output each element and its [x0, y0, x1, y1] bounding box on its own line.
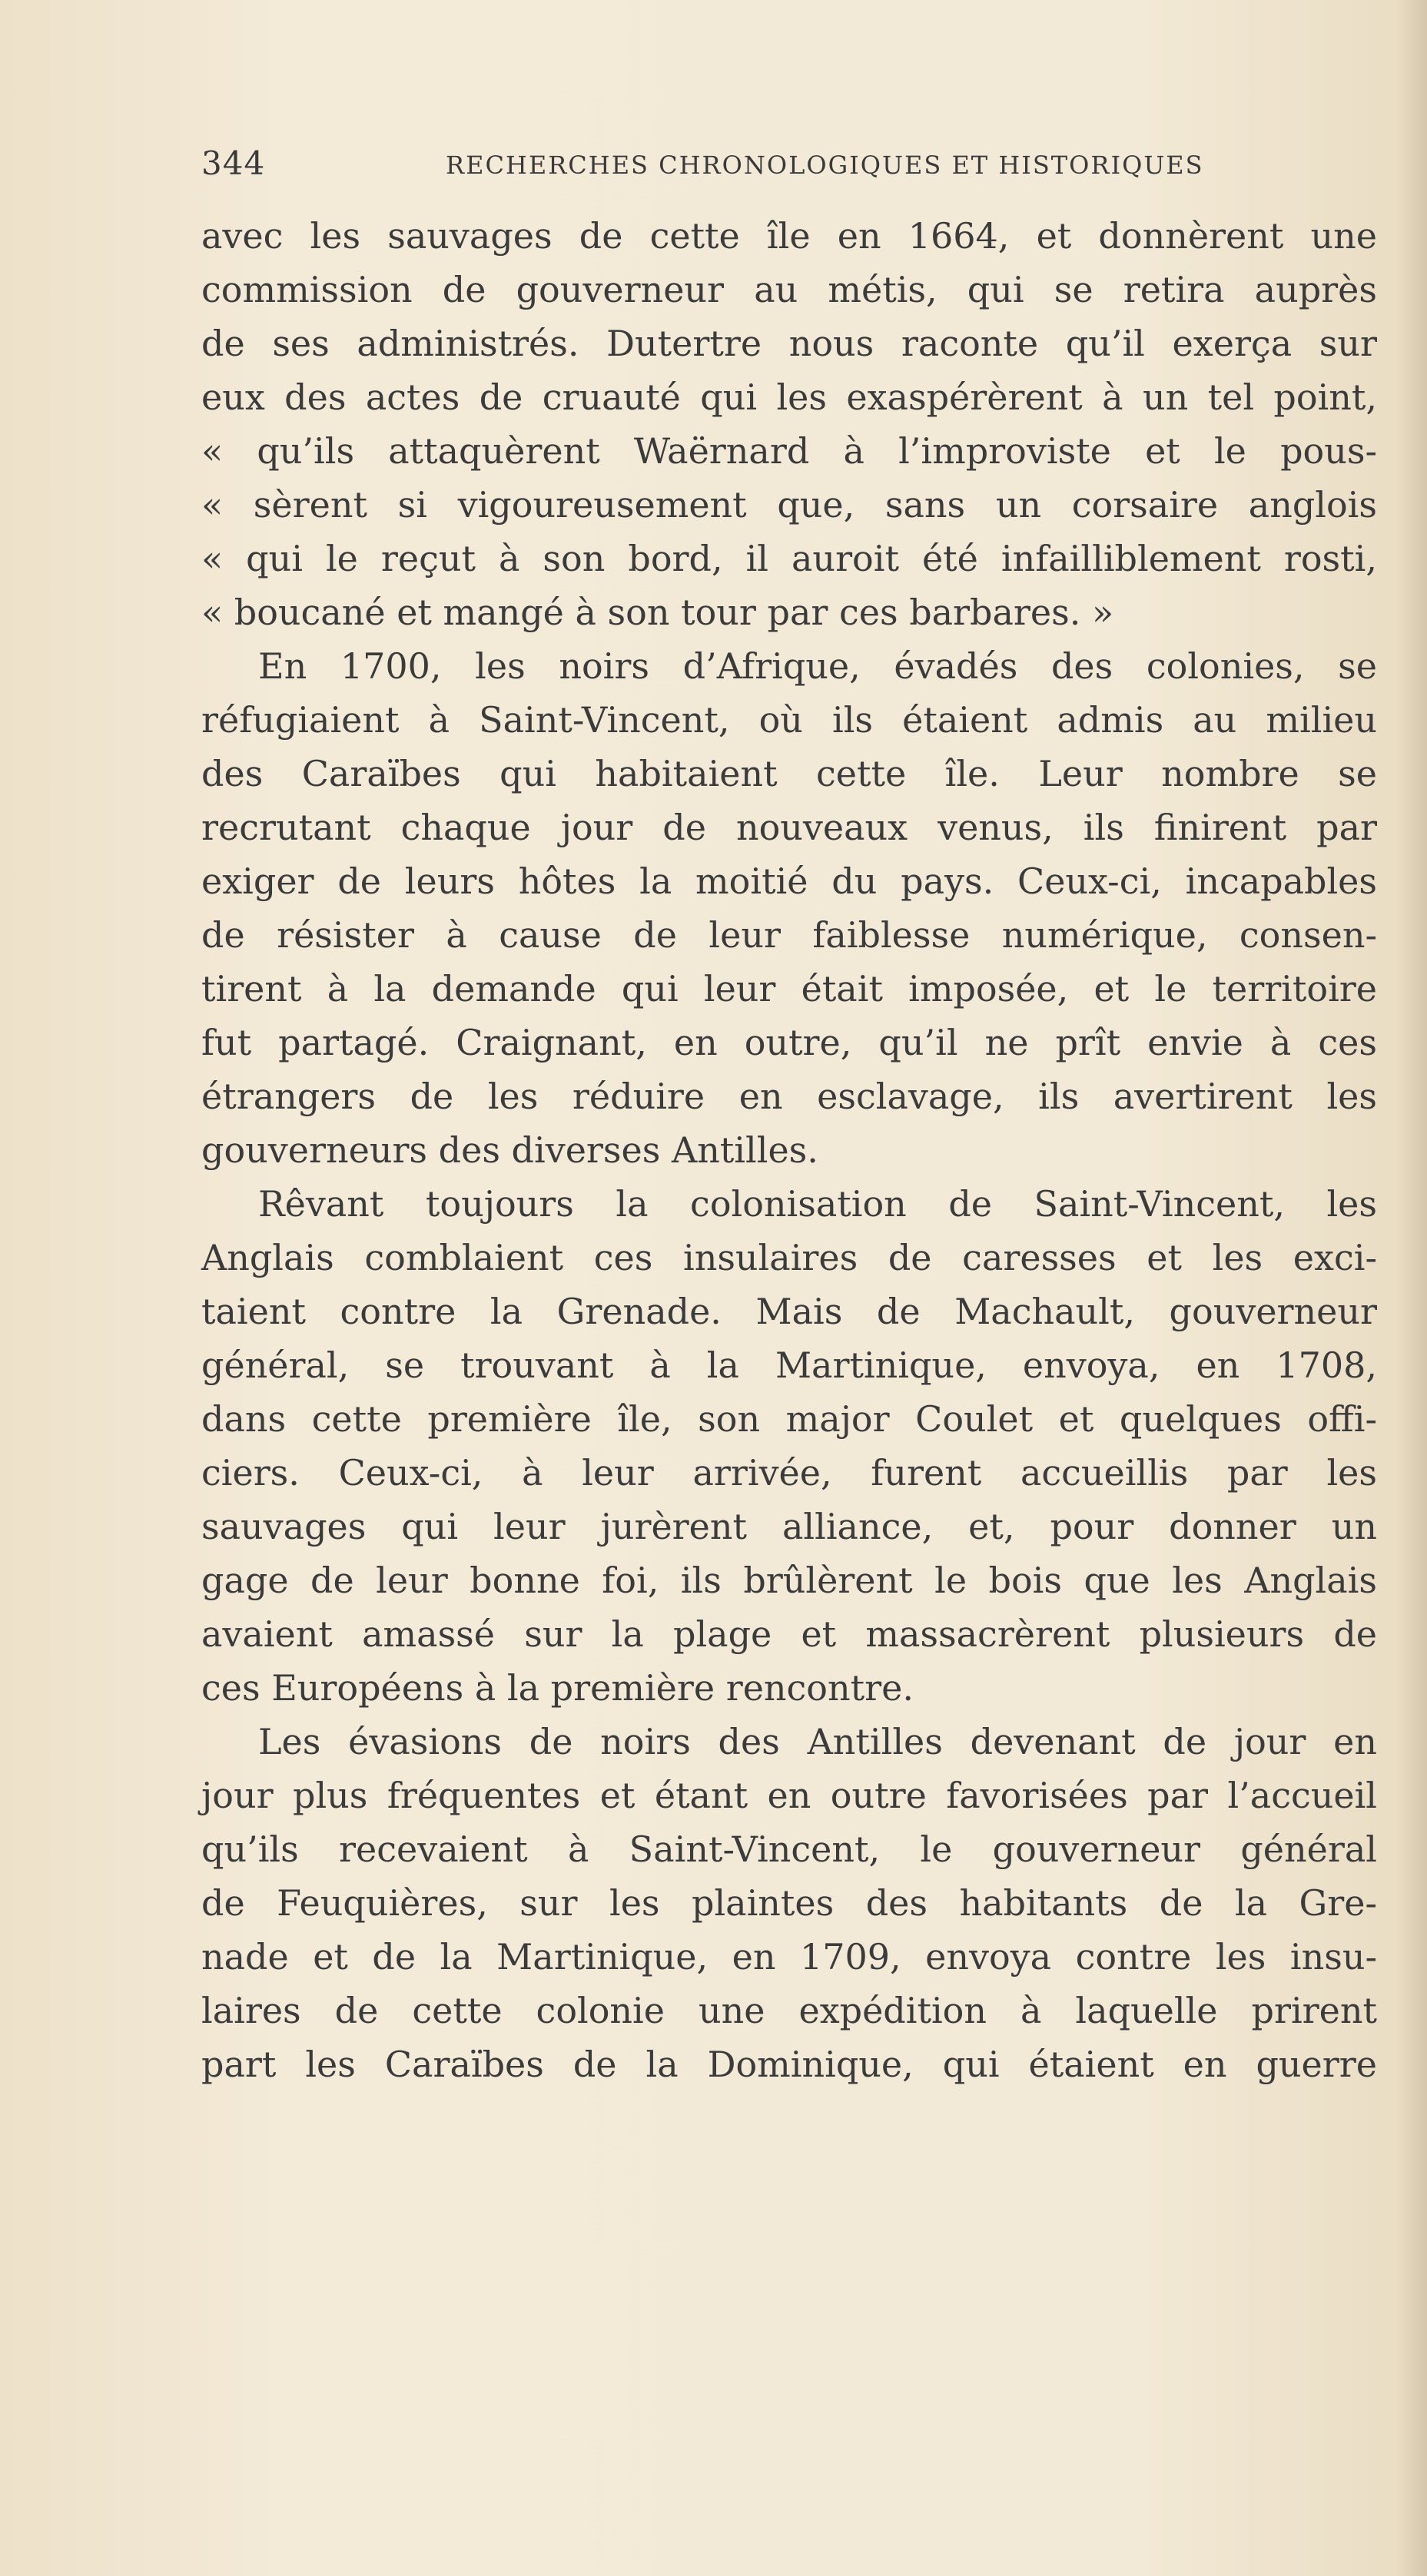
paragraph-start-line: En 1700, les noirs d’Afrique, évadés des colonies, se: [258, 645, 1377, 687]
text-line: laires de cette colonie une expédition à laquelle prirent: [201, 1990, 1377, 2031]
text-line: étrangers de les réduire en esclavage, ils avertirent les: [201, 1076, 1377, 1117]
page-header: [201, 144, 1385, 183]
text-line: exiger de leurs hôtes la moitié du pays. Ceux-ci, incapables: [201, 860, 1377, 902]
text-line: ces Européens à la première rencontre.: [201, 1667, 914, 1709]
quote-line: « qu’ils attaquèrent Waërnard à l’improviste et le pous-: [201, 430, 1377, 472]
text-line: de Feuquières, sur les plaintes des habitants de la Gre-: [201, 1882, 1377, 1924]
text-line: de résister à cause de leur faiblesse numérique, consen-: [201, 914, 1377, 956]
text-line: des Caraïbes qui habitaient cette île. Leur nombre se: [201, 753, 1377, 794]
text-line: avaient amassé sur la plage et massacrèrent plusieurs de: [201, 1613, 1377, 1655]
quote-line: « qui le reçut à son bord, il auroit été infailliblement rosti,: [201, 538, 1377, 579]
text-line: réfugiaient à Saint-Vincent, où ils étaient admis au milieu: [201, 699, 1377, 741]
text-line: ciers. Ceux-ci, à leur arrivée, furent accueillis par les: [201, 1452, 1377, 1494]
text-line: de ses administrés. Dutertre nous raconte qu’il exerça sur: [201, 323, 1377, 364]
page-edge-shadow: [1396, 0, 1427, 2576]
quote-line: « sèrent si vigoureusement que, sans un corsaire anglois: [201, 484, 1377, 525]
text-line: dans cette première île, son major Coulet et quelques offi-: [201, 1398, 1377, 1440]
text-line: qu’ils recevaient à Saint-Vincent, le gouverneur général: [201, 1828, 1377, 1870]
text-line: avec les sauvages de cette île en 1664, et donnèrent une: [201, 215, 1377, 257]
text-line: commission de gouverneur au métis, qui se retira auprès: [201, 269, 1377, 310]
paragraph-start-line: Les évasions de noirs des Antilles devenant de jour en: [258, 1721, 1377, 1762]
page-number: 344: [201, 144, 266, 182]
text-line: taient contre la Grenade. Mais de Machault, gouverneur: [201, 1291, 1377, 1332]
text-line: Anglais comblaient ces insulaires de caresses et les exci-: [201, 1237, 1377, 1278]
text-line: nade et de la Martinique, en 1709, envoya contre les insu-: [201, 1936, 1377, 1978]
text-line: fut partagé. Craignant, en outre, qu’il ne prît envie à ces: [201, 1022, 1377, 1063]
text-line: gage de leur bonne foi, ils brûlèrent le bois que les Anglais: [201, 1560, 1377, 1601]
text-line: recrutant chaque jour de nouveaux venus, ils finirent par: [201, 807, 1377, 848]
running-title: RECHERCHES CHRONOLOGIQUES ET HISTORIQUES: [446, 151, 1204, 180]
text-line: général, se trouvant à la Martinique, envoya, en 1708,: [201, 1344, 1377, 1386]
body-text: [201, 209, 1377, 2091]
text-line: part les Caraïbes de la Dominique, qui étaient en guerre: [201, 2044, 1377, 2085]
quote-line: « boucané et mangé à son tour par ces barbares. »: [201, 592, 1114, 633]
text-line: tirent à la demande qui leur était imposée, et le territoire: [201, 968, 1377, 1010]
text-line: gouverneurs des diverses Antilles.: [201, 1129, 818, 1171]
text-line: sauvages qui leur jurèrent alliance, et, pour donner un: [201, 1506, 1377, 1547]
paragraph-start-line: Rêvant toujours la colonisation de Saint-Vincent, les: [258, 1183, 1377, 1225]
text-line: jour plus fréquentes et étant en outre favorisées par l’accueil: [201, 1775, 1377, 1816]
text-line: eux des actes de cruauté qui les exaspérèrent à un tel point,: [201, 376, 1377, 418]
